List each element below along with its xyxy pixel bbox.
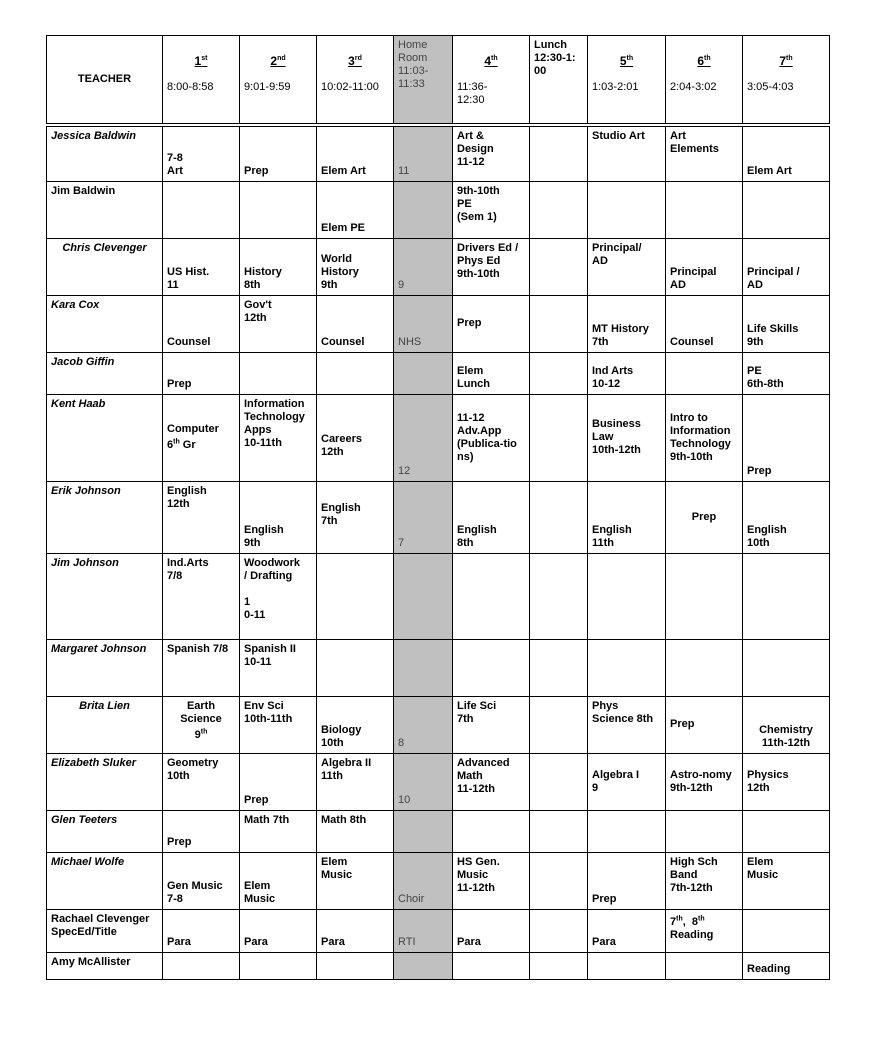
- table-row: [47, 639, 830, 696]
- period-1-cell: Ind.Arts 7/8: [163, 553, 240, 639]
- period-4-cell: Advanced Math 11-12th: [453, 753, 530, 810]
- period-2-cell: History 8th: [240, 238, 317, 295]
- period-3-cell: Elem Music: [317, 852, 394, 909]
- table-row: [47, 952, 830, 979]
- lunch-cell: [530, 238, 588, 295]
- teacher-name: Kara Cox: [47, 295, 163, 352]
- lunch-cell: [530, 295, 588, 352]
- period-5-cell: Ind Arts 10-12: [588, 352, 666, 394]
- period-7-cell: Reading: [743, 952, 830, 979]
- period-3-cell: Elem Art: [317, 125, 394, 181]
- period-6-cell: Intro to Information Technology 9th-10th: [666, 394, 743, 481]
- period-6-cell-line-1: 7th, 8th: [670, 915, 705, 929]
- lunch-cell: [530, 125, 588, 181]
- homeroom-cell: [394, 553, 453, 639]
- period-3-cell: [317, 352, 394, 394]
- table-row: [47, 181, 830, 238]
- period-2-cell: Prep: [240, 753, 317, 810]
- period-4-time: 11:36- 12:30: [457, 81, 488, 106]
- lunch-cell: [530, 753, 588, 810]
- period-1-cell: [163, 952, 240, 979]
- teacher-schedule-table: [46, 35, 830, 980]
- period-6-cell: [666, 810, 743, 852]
- period-2-cell: Information Technology Apps 10-11th: [240, 394, 317, 481]
- lunch-cell: [530, 952, 588, 979]
- teacher-name: Jessica Baldwin: [47, 125, 163, 181]
- period-3-header: [317, 36, 394, 126]
- period-2-cell: Gov't 12th: [240, 295, 317, 352]
- period-2-cell: [240, 952, 317, 979]
- period-1-header: [163, 36, 240, 126]
- period-7-cell: [743, 639, 830, 696]
- period-3-cell: Algebra II 11th: [317, 753, 394, 810]
- period-3-cell: Para: [317, 909, 394, 952]
- homeroom-cell: 9: [394, 238, 453, 295]
- period-2-cell: [240, 181, 317, 238]
- table-row: [47, 125, 830, 181]
- period-1-cell: Gen Music 7-8: [163, 852, 240, 909]
- period-1-cell: Prep: [163, 352, 240, 394]
- lunch-cell: [530, 352, 588, 394]
- period-2-cell: Prep: [240, 125, 317, 181]
- homeroom-cell: 12: [394, 394, 453, 481]
- lunch-cell: [530, 181, 588, 238]
- period-6-cell: [666, 909, 743, 952]
- table-row: [47, 696, 830, 753]
- lunch-header: Lunch 12:30-1: 00: [530, 36, 588, 126]
- homeroom-cell: [394, 639, 453, 696]
- period-5-cell: Phys Science 8th: [588, 696, 666, 753]
- period-4-cell: [453, 810, 530, 852]
- period-1-cell: US Hist. 11: [163, 238, 240, 295]
- period-7-number: 7: [779, 54, 787, 68]
- period-2-time: 9:01-9:59: [244, 81, 291, 93]
- period-1-cell-line-2: 6th Gr: [167, 438, 196, 452]
- teacher-name: Jim Johnson: [47, 553, 163, 639]
- period-7-cell: Prep: [743, 394, 830, 481]
- lunch-cell: [530, 481, 588, 553]
- period-3-cell: Math 8th: [317, 810, 394, 852]
- period-5-cell: Algebra I 9: [588, 753, 666, 810]
- period-1-time: 8:00-8:58: [167, 81, 214, 93]
- teacher-name: Brita Lien: [47, 696, 163, 753]
- period-1-cell: [163, 394, 240, 481]
- period-6-cell: High Sch Band 7th-12th: [666, 852, 743, 909]
- period-1-cell: Spanish 7/8: [163, 639, 240, 696]
- period-7-cell: [743, 909, 830, 952]
- homeroom-cell: NHS: [394, 295, 453, 352]
- period-1-cell: Prep: [163, 810, 240, 852]
- period-3-cell: Counsel: [317, 295, 394, 352]
- header-row: [47, 36, 830, 126]
- period-2-cell: Woodwork / Drafting 1 0-11: [240, 553, 317, 639]
- period-4-cell: [453, 553, 530, 639]
- period-1-cell: [163, 696, 240, 753]
- period-5-cell: Principal/ AD: [588, 238, 666, 295]
- period-1-cell: 7-8 Art: [163, 125, 240, 181]
- period-3-cell: [317, 639, 394, 696]
- period-3-cell: [317, 952, 394, 979]
- period-4-cell: Para: [453, 909, 530, 952]
- period-1-cell-line-2: Science: [180, 712, 222, 725]
- teacher-name: Elizabeth Sluker: [47, 753, 163, 810]
- homeroom-cell: 11: [394, 125, 453, 181]
- teacher-name: Jim Baldwin: [47, 181, 163, 238]
- teacher-name: Chris Clevenger: [47, 238, 163, 295]
- period-6-cell: Prep: [666, 696, 743, 753]
- period-7-cell: PE 6th-8th: [743, 352, 830, 394]
- teacher-name: Glen Teeters: [47, 810, 163, 852]
- period-7-cell: Elem Music: [743, 852, 830, 909]
- lunch-cell: [530, 909, 588, 952]
- lunch-cell: [530, 394, 588, 481]
- period-5-cell: [588, 810, 666, 852]
- teacher-name: Michael Wolfe: [47, 852, 163, 909]
- period-6-time: 2:04-3:02: [670, 81, 717, 93]
- period-6-cell: [666, 639, 743, 696]
- period-2-cell: Elem Music: [240, 852, 317, 909]
- period-2-number: 2: [270, 54, 278, 68]
- period-4-cell: 9th-10th PE (Sem 1): [453, 181, 530, 238]
- lunch-cell: [530, 639, 588, 696]
- period-1-cell: Counsel: [163, 295, 240, 352]
- period-7-header: [743, 36, 830, 126]
- period-4-header: [453, 36, 530, 126]
- teacher-name: Jacob Giffin: [47, 352, 163, 394]
- period-6-cell: Principal AD: [666, 238, 743, 295]
- teacher-name: Kent Haab: [47, 394, 163, 481]
- period-5-cell: [588, 639, 666, 696]
- period-4-cell: Life Sci 7th: [453, 696, 530, 753]
- period-6-cell: [666, 181, 743, 238]
- period-6-cell: Astro-nomy 9th-12th: [666, 753, 743, 810]
- period-5-cell: English 11th: [588, 481, 666, 553]
- homeroom-cell: RTI: [394, 909, 453, 952]
- period-6-header: [666, 36, 743, 126]
- period-7-cell: Elem Art: [743, 125, 830, 181]
- period-4-cell: Elem Lunch: [453, 352, 530, 394]
- period-5-cell: [588, 553, 666, 639]
- homeroom-cell: 10: [394, 753, 453, 810]
- table-row: [47, 909, 830, 952]
- period-7-cell: [743, 553, 830, 639]
- period-5-number: 5: [619, 54, 627, 68]
- period-4-cell: [453, 639, 530, 696]
- homeroom-header: Home Room 11:03- 11:33: [394, 36, 453, 126]
- period-5-cell: MT History 7th: [588, 295, 666, 352]
- period-2-cell: [240, 352, 317, 394]
- period-7-suffix: th: [786, 55, 793, 62]
- table-row: [47, 810, 830, 852]
- period-5-time: 1:03-2:01: [592, 81, 639, 93]
- period-2-cell: Env Sci 10th-11th: [240, 696, 317, 753]
- period-5-cell: Studio Art: [588, 125, 666, 181]
- period-3-cell: [317, 553, 394, 639]
- period-2-header: [240, 36, 317, 126]
- table-row: [47, 238, 830, 295]
- period-4-cell: HS Gen. Music 11-12th: [453, 852, 530, 909]
- period-4-cell: Art & Design 11-12: [453, 125, 530, 181]
- homeroom-cell: Choir: [394, 852, 453, 909]
- period-1-cell: Para: [163, 909, 240, 952]
- lunch-cell: [530, 852, 588, 909]
- period-6-cell: [666, 352, 743, 394]
- period-1-cell-line-3: 9th: [194, 728, 208, 742]
- period-6-cell: [666, 952, 743, 979]
- table-row: [47, 394, 830, 481]
- period-5-cell: Business Law 10th-12th: [588, 394, 666, 481]
- teacher-name: Rachael Clevenger SpecEd/Title: [47, 909, 163, 952]
- homeroom-cell: [394, 181, 453, 238]
- period-3-time: 10:02-11:00: [321, 81, 379, 93]
- period-5-cell: [588, 952, 666, 979]
- period-2-suffix: nd: [277, 55, 286, 62]
- period-2-cell: Math 7th: [240, 810, 317, 852]
- period-6-cell: Prep: [666, 481, 743, 553]
- lunch-cell: [530, 696, 588, 753]
- period-1-number: 1: [194, 54, 202, 68]
- period-5-cell: Prep: [588, 852, 666, 909]
- period-6-cell-line-2: Reading: [670, 929, 714, 942]
- homeroom-cell: 7: [394, 481, 453, 553]
- period-6-cell: Art Elements: [666, 125, 743, 181]
- period-1-cell: Geometry 10th: [163, 753, 240, 810]
- period-4-cell: Drivers Ed / Phys Ed 9th-10th: [453, 238, 530, 295]
- period-4-cell: [453, 952, 530, 979]
- period-2-cell: Spanish II 10-11: [240, 639, 317, 696]
- teacher-name: Amy McAllister: [47, 952, 163, 979]
- period-4-cell: 11-12 Adv.App (Publica-tio ns): [453, 394, 530, 481]
- teacher-name: Margaret Johnson: [47, 639, 163, 696]
- table-row: [47, 852, 830, 909]
- period-4-suffix: th: [491, 55, 498, 62]
- period-7-cell: Life Skills 9th: [743, 295, 830, 352]
- period-7-cell: Physics 12th: [743, 753, 830, 810]
- teacher-column-header: TEACHER: [47, 36, 163, 126]
- period-7-cell: Chemistry 11th-12th: [743, 696, 830, 753]
- period-3-cell: Biology 10th: [317, 696, 394, 753]
- period-2-cell: English 9th: [240, 481, 317, 553]
- period-1-cell: English 12th: [163, 481, 240, 553]
- period-7-cell: [743, 181, 830, 238]
- table-row: [47, 481, 830, 553]
- period-5-suffix: th: [626, 55, 634, 62]
- period-4-cell: English 8th: [453, 481, 530, 553]
- period-7-cell: [743, 810, 830, 852]
- table-row: [47, 295, 830, 352]
- period-3-cell: Elem PE: [317, 181, 394, 238]
- lunch-cell: [530, 553, 588, 639]
- period-3-suffix: rd: [354, 55, 362, 62]
- period-2-cell: Para: [240, 909, 317, 952]
- period-3-cell: World History 9th: [317, 238, 394, 295]
- period-1-cell: [163, 181, 240, 238]
- lunch-cell: [530, 810, 588, 852]
- homeroom-cell: [394, 352, 453, 394]
- table-row: [47, 553, 830, 639]
- period-5-header: [588, 36, 666, 126]
- period-3-cell: English 7th: [317, 481, 394, 553]
- homeroom-cell: [394, 952, 453, 979]
- table-row: [47, 753, 830, 810]
- period-6-cell: Counsel: [666, 295, 743, 352]
- period-3-number: 3: [348, 54, 355, 68]
- period-4-cell: Prep: [453, 295, 530, 352]
- period-6-cell: [666, 553, 743, 639]
- period-5-cell: [588, 181, 666, 238]
- period-1-cell-line-1: Earth: [186, 699, 216, 712]
- period-1-suffix: st: [201, 55, 208, 62]
- period-7-cell: English 10th: [743, 481, 830, 553]
- period-7-time: 3:05-4:03: [747, 81, 794, 93]
- period-1-cell-line-1: Computer: [167, 422, 219, 435]
- period-7-cell: Principal / AD: [743, 238, 830, 295]
- period-5-cell: Para: [588, 909, 666, 952]
- period-4-number: 4: [484, 54, 492, 68]
- homeroom-cell: [394, 810, 453, 852]
- period-6-suffix: th: [704, 55, 711, 62]
- period-6-number: 6: [697, 54, 705, 68]
- period-3-cell: Careers 12th: [317, 394, 394, 481]
- teacher-name: Erik Johnson: [47, 481, 163, 553]
- table-row: [47, 352, 830, 394]
- homeroom-cell: 8: [394, 696, 453, 753]
